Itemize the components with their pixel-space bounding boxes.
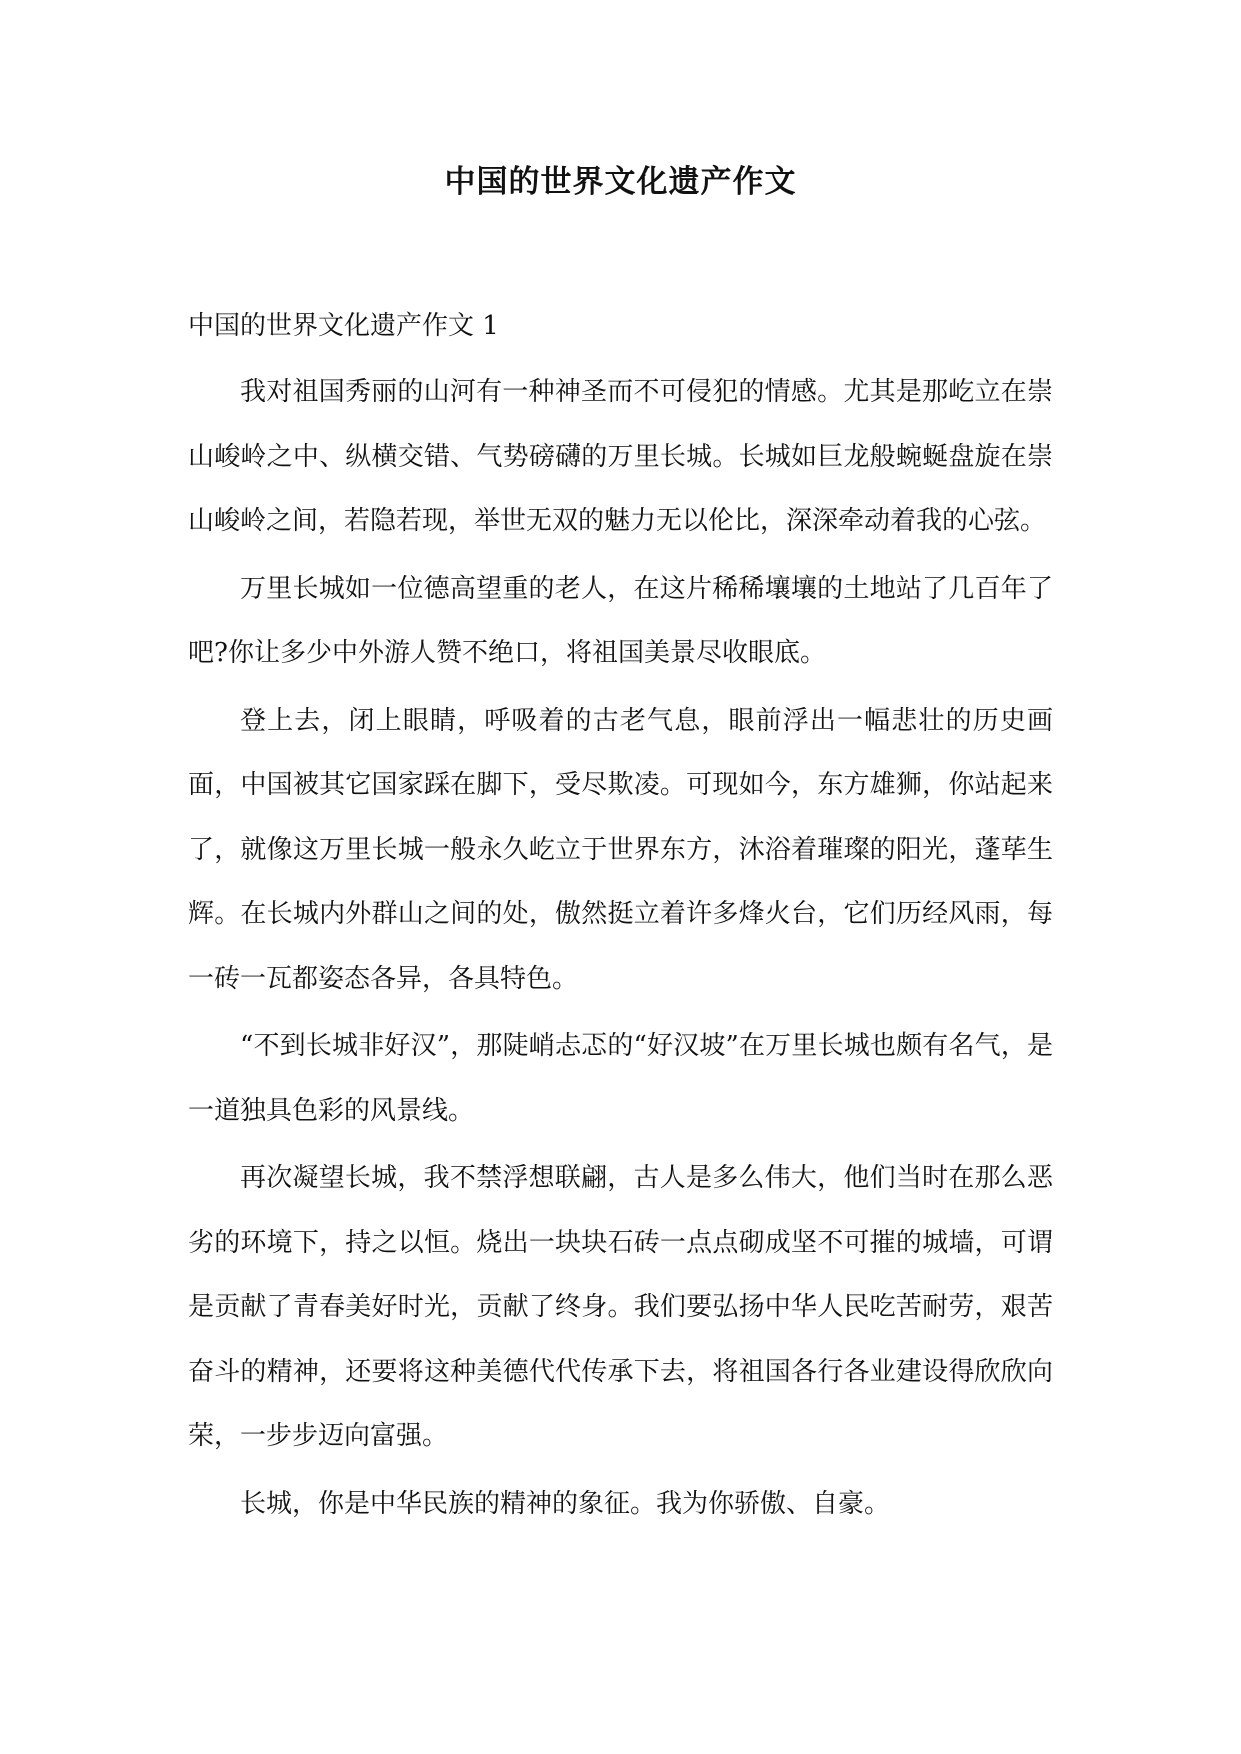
paragraph-6: 长城，你是中华民族的精神的象征。我为你骄傲、自豪。 bbox=[240, 1488, 891, 1519]
paragraph-3: 登上去，闭上眼睛，呼吸着的古老气息，眼前浮出一幅悲壮的历史画面，中国被其它国家踩在脚下，受尽欺凌。可现如今，东方雄狮，你站起来了，就像这万里长城一般永久屹立于世界东方，沐浴着璀璨的阳光，蓬荜生辉。在长城内外群山之间的处，傲然挺立着许多烽火台，它们历经风雨，每一砖一瓦都姿态各异，各具特色。 bbox=[188, 705, 1053, 994]
document-body bbox=[188, 295, 1053, 1539]
section-heading: 中国的世界文化遗产作文 1 bbox=[188, 311, 499, 341]
document-title: 中国的世界文化遗产作文 bbox=[444, 164, 797, 200]
paragraph-2: 万里长城如一位德高望重的老人，在这片稀稀壤壤的土地站了几百年了吧?你让多少中外游人赞不绝口，将祖国美景尽收眼底。 bbox=[188, 573, 1053, 668]
paragraph-1: 我对祖国秀丽的山河有一种神圣而不可侵犯的情感。尤其是那屹立在崇山峻岭之中、纵横交错、气势磅礴的万里长城。长城如巨龙般蜿蜒盘旋在崇山峻岭之间，若隐若现，举世无双的魅力无以伦比，深深牵动着我的心弦。 bbox=[188, 377, 1053, 536]
paragraph-4: “不到长城非好汉”，那陡峭忐忑的“好汉坡”在万里长城也颇有名气，是一道独具色彩的风景线。 bbox=[188, 1031, 1053, 1126]
paragraph-5: 再次凝望长城，我不禁浮想联翩，古人是多么伟大，他们当时在那么恶劣的环境下，持之以恒。烧出一块块石砖一点点砌成坚不可摧的城墙，可谓是贡献了青春美好时光，贡献了终身。我们要弘扬中华人民吃苦耐劳，艰苦奋斗的精神，还要将这种美德代代传承下去，将祖国各行各业建设得欣欣向荣，一步步迈向富强。 bbox=[188, 1163, 1053, 1451]
